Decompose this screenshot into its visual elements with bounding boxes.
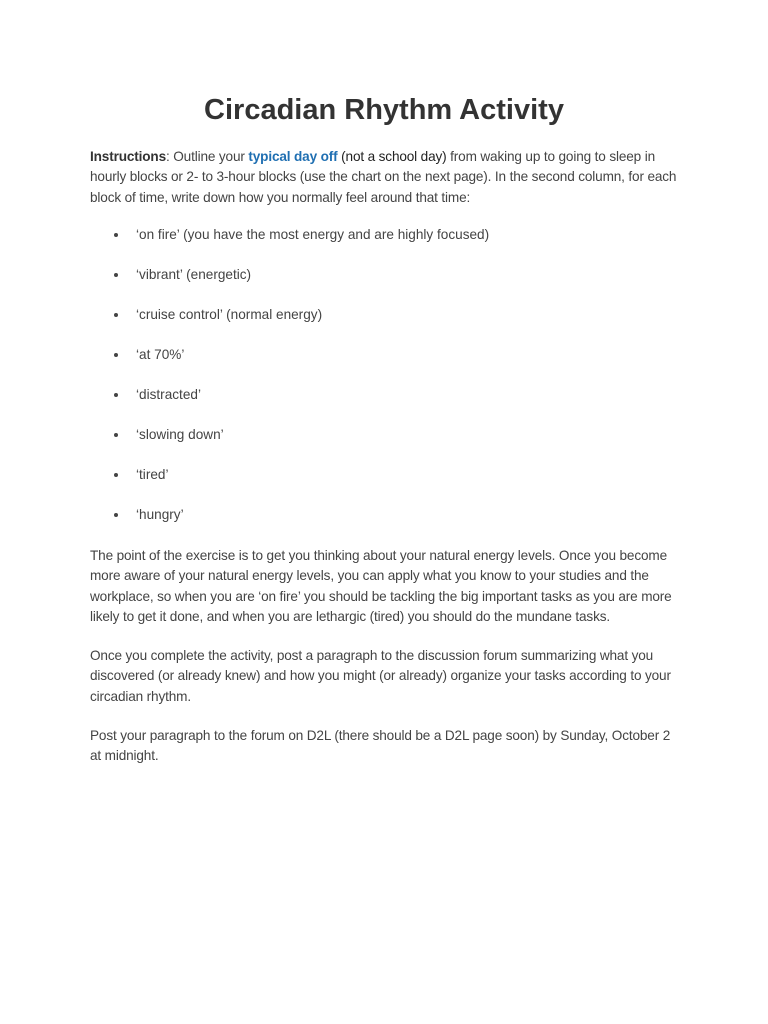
deadline-text: Post your paragraph to the forum on D2L (there should be a D2L page soon) by Sunday, October 2 at midnight. bbox=[90, 728, 671, 764]
page-title: Circadian Rhythm Activity bbox=[204, 94, 564, 126]
bullet-icon bbox=[114, 233, 118, 237]
list-item-text: ‘slowing down’ bbox=[136, 427, 224, 442]
instructions-lead: : Outline your bbox=[166, 149, 249, 164]
instructions-label: Instructions bbox=[90, 149, 166, 164]
bullet-icon bbox=[114, 273, 118, 277]
bullet-icon bbox=[114, 473, 118, 477]
list-item-text: ‘distracted’ bbox=[136, 387, 201, 402]
list-item bbox=[90, 265, 650, 285]
list-item-text: ‘vibrant’ (energetic) bbox=[136, 267, 252, 282]
instructions-rest: from waking up to going to sleep in hourly blocks or 2- to 3-hour blocks (use the chart on the next page). In the second column, for each block of time, write down how you normally feel around that time: bbox=[90, 149, 677, 205]
list-item bbox=[90, 505, 650, 525]
list-item-text: ‘on fire’ (you have the most energy and are highly focused) bbox=[136, 227, 490, 242]
exercise-purpose-paragraph bbox=[90, 546, 680, 628]
list-item-text: ‘hungry’ bbox=[136, 507, 184, 522]
instructions-paragraph bbox=[90, 147, 680, 208]
bullet-icon bbox=[114, 353, 118, 357]
list-item-text: ‘at 70%’ bbox=[136, 347, 185, 362]
bullet-icon bbox=[114, 433, 118, 437]
list-item-text: ‘tired’ bbox=[136, 467, 169, 482]
bullet-icon bbox=[114, 513, 118, 517]
instructions-highlight: typical day off bbox=[248, 149, 338, 164]
completion-text: Once you complete the activity, post a paragraph to the discussion forum summarizing what you discovered (or already knew) and how you might (or already) organize your tasks according to your circadian rhythm. bbox=[90, 648, 671, 704]
list-item bbox=[90, 225, 650, 245]
list-item bbox=[90, 385, 650, 405]
list-item bbox=[90, 425, 650, 445]
deadline-paragraph bbox=[90, 726, 680, 767]
list-item bbox=[90, 305, 650, 325]
list-item-text: ‘cruise control’ (normal energy) bbox=[136, 307, 323, 322]
completion-paragraph bbox=[90, 646, 680, 707]
instructions-emphasis: (not a school day) bbox=[341, 149, 447, 164]
list-item bbox=[90, 345, 650, 365]
exercise-purpose-text: The point of the exercise is to get you thinking about your natural energy levels. Once you become more aware of your natural energy levels, you can apply what you know to your studies and the workplace, so when you are ‘on fire’ you should be tackling the big important tasks as you are more likely to get it done, and when you are lethargic (tired) you should do the mundane tasks. bbox=[90, 548, 672, 625]
energy-state-list bbox=[90, 225, 650, 545]
bullet-icon bbox=[114, 393, 118, 397]
list-item bbox=[90, 465, 650, 485]
bullet-icon bbox=[114, 313, 118, 317]
